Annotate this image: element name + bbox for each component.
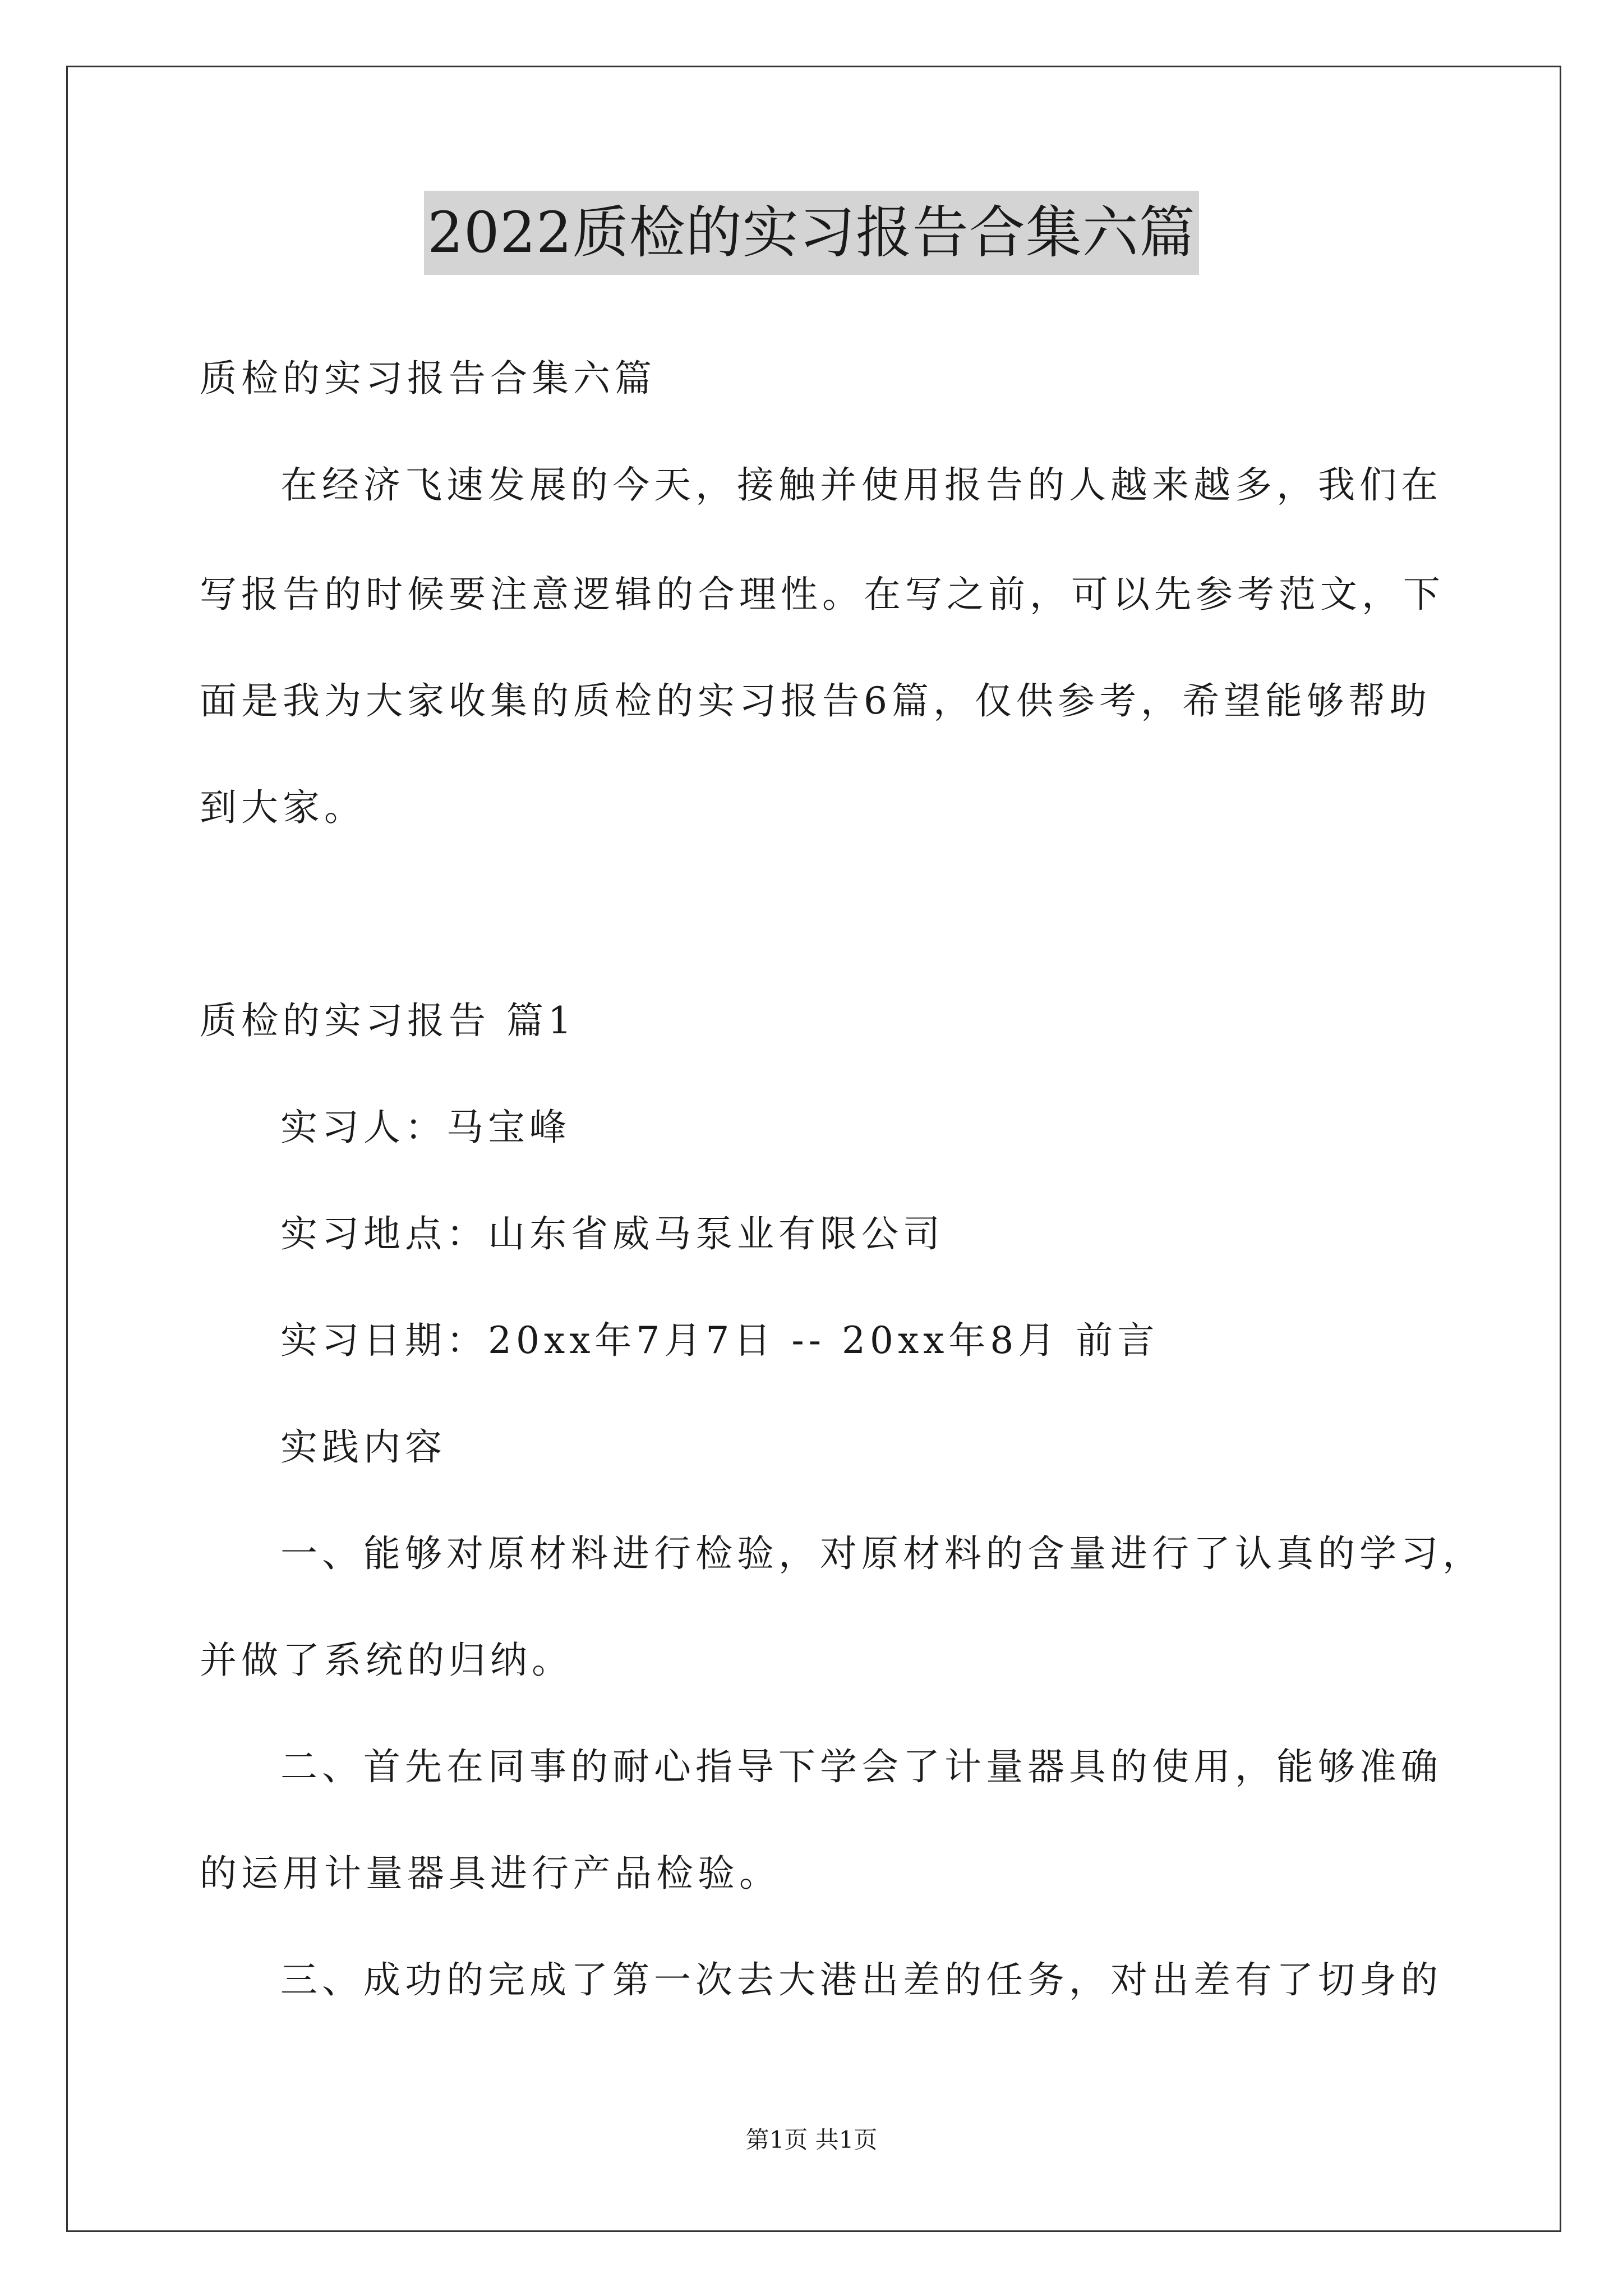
intro-line-1: 在经济飞速发展的今天，接触并使用报告的人越来越多，我们在	[280, 463, 1442, 507]
item-2-line-2: 的运用计量器具进行产品检验。	[200, 1852, 781, 1895]
page-footer: 第1页 共1页	[745, 2126, 878, 2154]
intro-line-4: 到大家。	[200, 786, 366, 829]
intern-location: 实习地点：山东省威马泵业有限公司	[280, 1212, 944, 1255]
document-title: 2022质检的实习报告合集六篇	[424, 191, 1199, 275]
item-1-line-2: 并做了系统的归纳。	[200, 1639, 573, 1682]
item-3-line-1: 三、成功的完成了第一次去大港出差的任务，对出差有了切身的	[280, 1958, 1442, 2001]
intern-dates: 实习日期：20xx年7月7日 -- 20xx年8月 前言	[280, 1319, 1159, 1362]
intro-line-2: 写报告的时候要注意逻辑的合理性。在写之前，可以先参考范文，下	[200, 573, 1445, 616]
intro-line-3: 面是我为大家收集的质检的实习报告6篇，仅供参考，希望能够帮助	[200, 679, 1431, 723]
section-heading: 质检的实习报告 篇1	[200, 999, 576, 1042]
practice-heading: 实践内容	[280, 1425, 446, 1469]
intern-name: 实习人：马宝峰	[280, 1106, 571, 1149]
item-2-line-1: 二、首先在同事的耐心指导下学会了计量器具的使用，能够准确	[280, 1745, 1442, 1788]
item-1-line-1: 一、能够对原材料进行检验，对原材料的含量进行了认真的学习，	[280, 1532, 1484, 1575]
title-container	[0, 191, 1623, 275]
document-subtitle: 质检的实习报告合集六篇	[200, 357, 656, 400]
